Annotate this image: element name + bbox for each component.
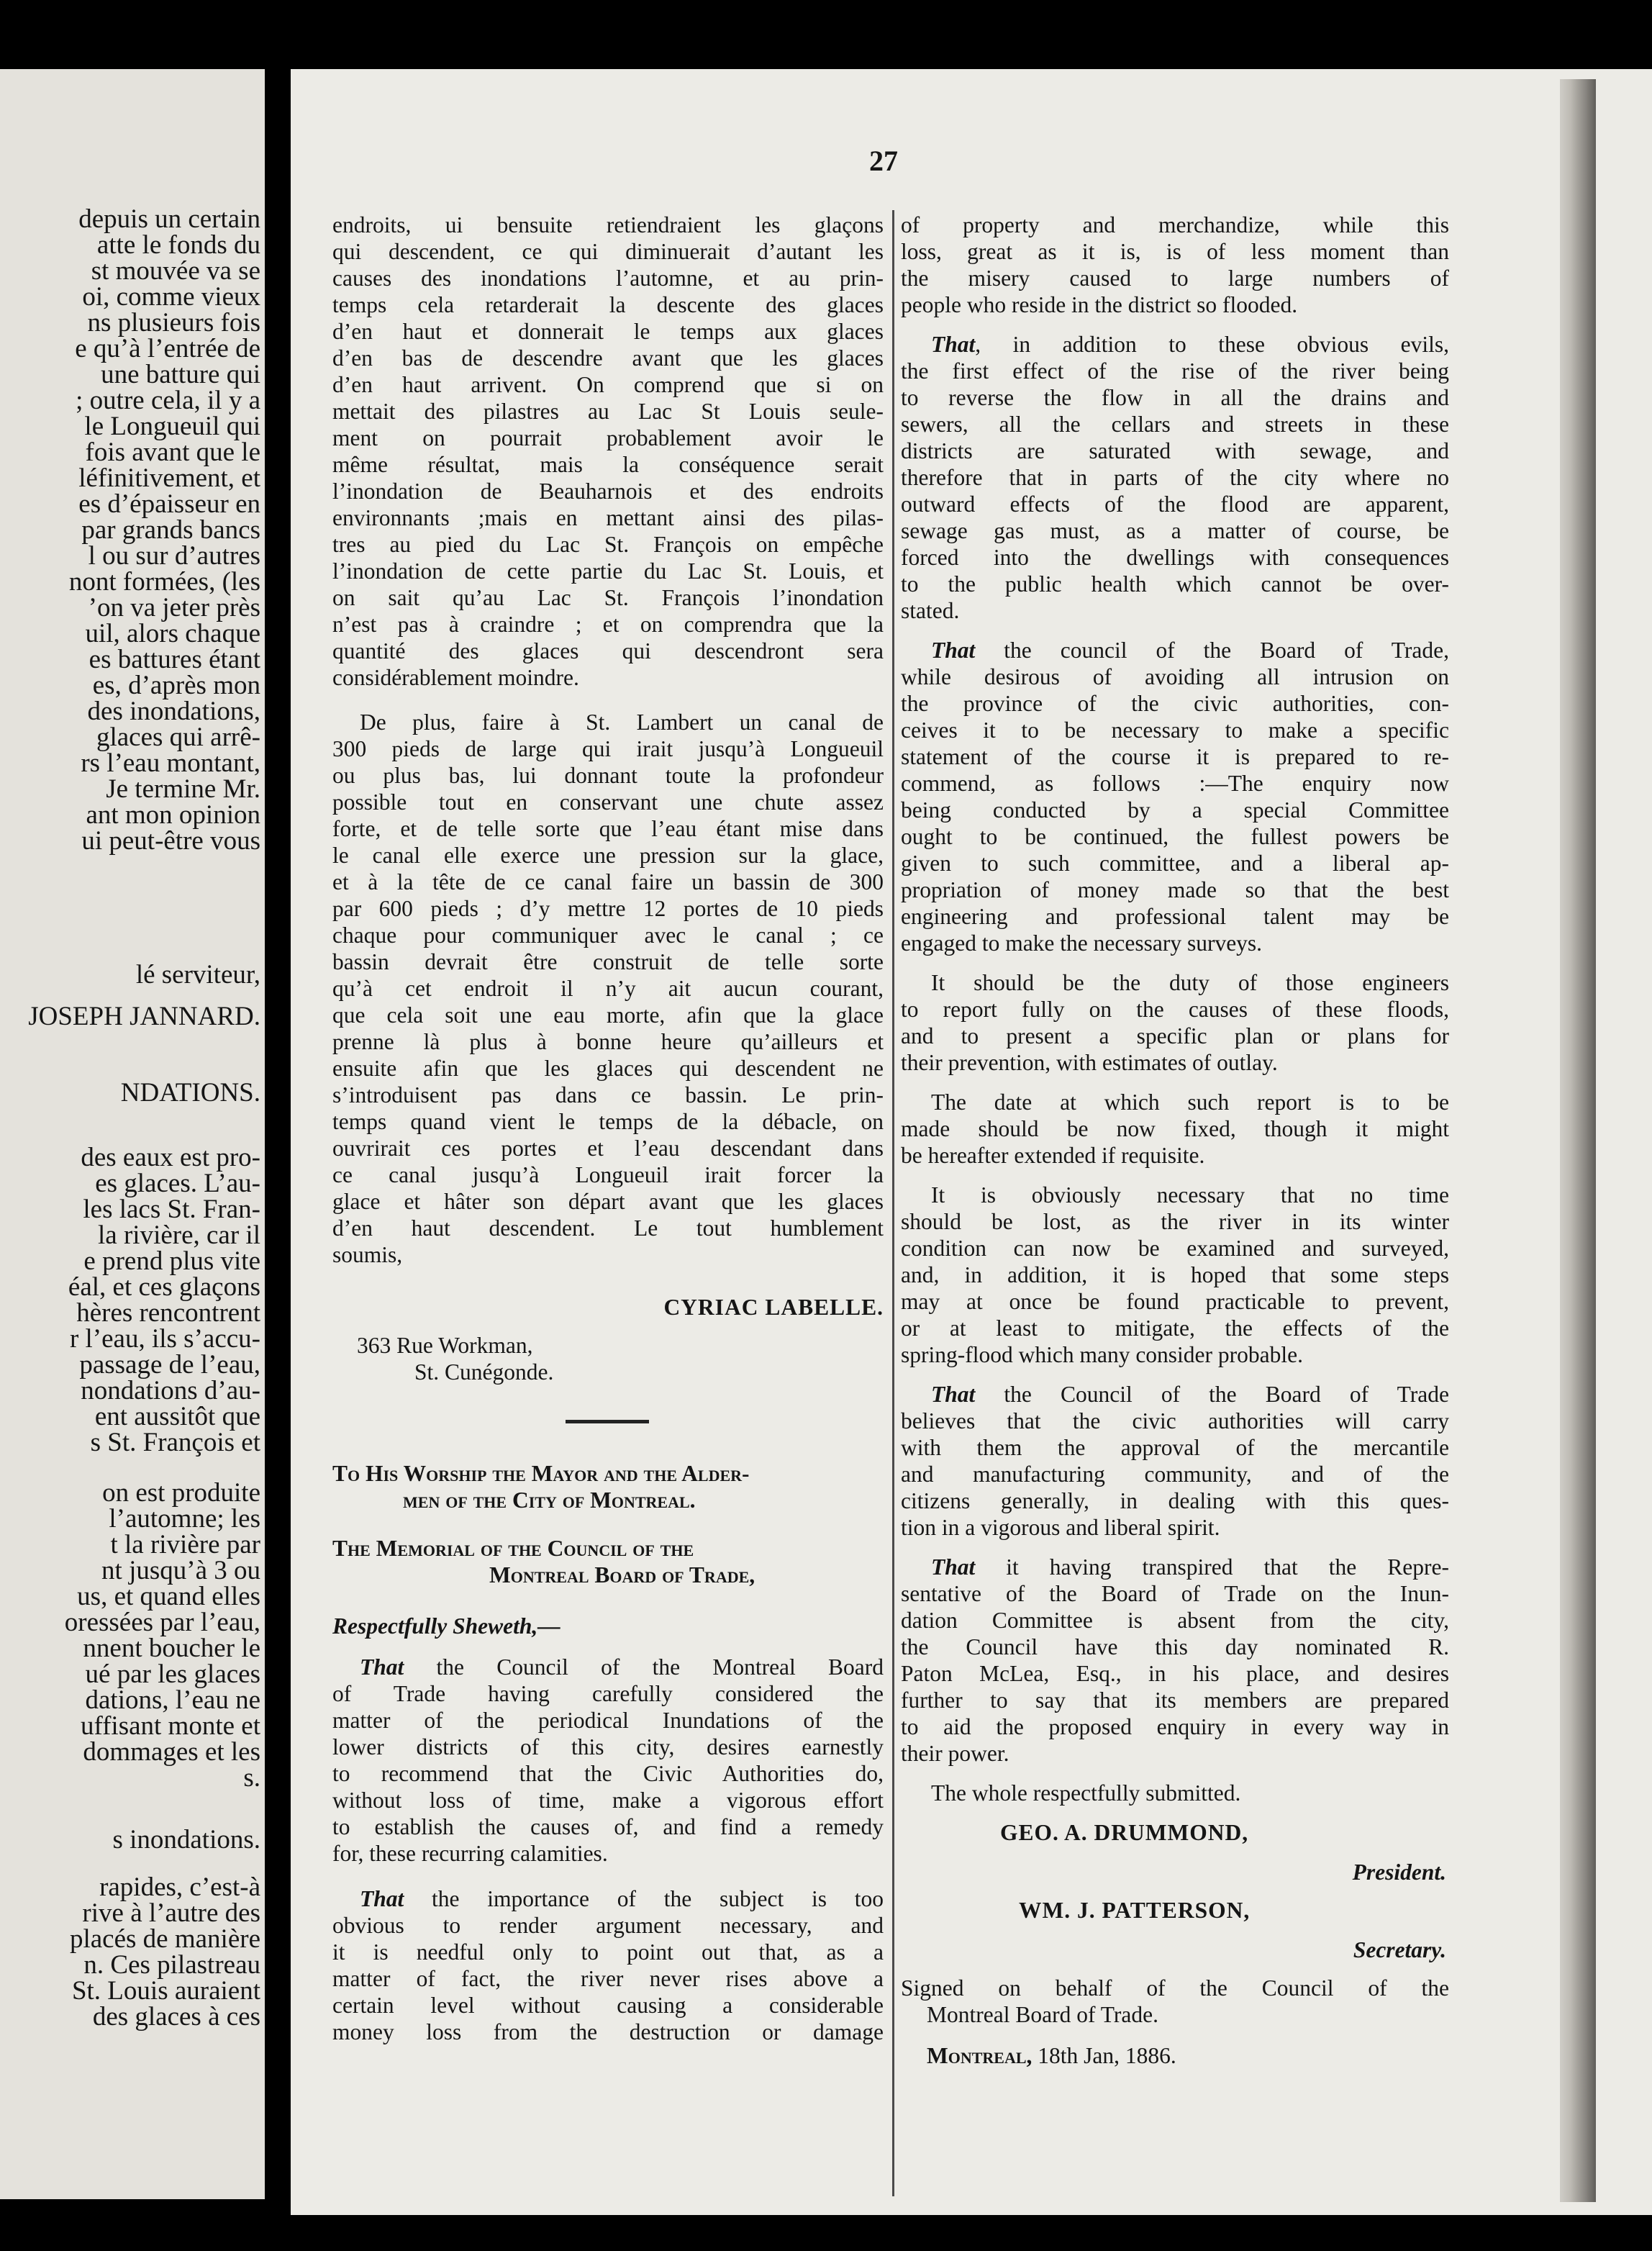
text-line: loss, great as it is, is of less moment than (901, 239, 1449, 264)
left-page-line: t la rivière par (110, 1530, 260, 1559)
left-page-line: léfinitivement, et (78, 463, 260, 493)
text-line: their prevention, with estimates of outlay. (901, 1050, 1278, 1075)
text-line: to recommend that the Civic Authorities do, (332, 1761, 884, 1786)
text-line: matter of the periodical Inundations of the (332, 1708, 884, 1733)
text-line: be hereafter extended if requisite. (901, 1143, 1205, 1168)
text-line: certain level without causing a considerable (332, 1993, 884, 2018)
text-line: bassin devrait être construit de telle sorte (332, 949, 884, 974)
text-line (931, 1381, 1449, 1408)
text-line: chaque pour communiquer avec le canal ; ce (332, 923, 884, 948)
left-page-line: atte le fonds du (96, 230, 260, 260)
text-line: the Council have this day nominated R. (901, 1634, 1449, 1659)
left-page-line: placés de manière (69, 1924, 260, 1954)
left-page-line: des inondations, (87, 697, 260, 726)
text-line: sewers, all the cellars and streets in these (901, 412, 1449, 437)
left-page-line: e prend plus vite (83, 1246, 260, 1276)
left-page-line: uffisant monte et (80, 1711, 260, 1741)
text-line (931, 331, 1449, 358)
left-page-line: JOSEPH JANNARD. (28, 1002, 260, 1031)
text-line: d’en haut arrivent. On comprend que si on (332, 372, 884, 397)
paragraph-first-line (360, 1885, 884, 1912)
paragraph-text: the Council of the Board of Trade (975, 1382, 1449, 1407)
left-page-line: oressées par l’eau, (64, 1608, 260, 1637)
text-line: ouvrirait ces portes et l’eau descendant dans (332, 1136, 884, 1161)
left-page-line: nont formées, (les (68, 567, 260, 597)
memorial-heading: The Memorial of the Council of the (332, 1536, 694, 1561)
text-line: n’est pas à craindre ; et on comprendra que la (332, 612, 884, 637)
signer-title: President. (1352, 1860, 1446, 1885)
column-rule (892, 210, 894, 2196)
left-page-line: l’automne; les (109, 1504, 260, 1534)
left-page-line: n. Ces pilastreau (83, 1950, 260, 1980)
text-line (931, 1554, 1449, 1580)
text-line: people who reside in the district so flooded. (901, 292, 1298, 317)
text-line: given to such committee, and a liberal ap- (901, 851, 1449, 876)
paragraph-lead: That (931, 1554, 976, 1580)
text-line: the province of the civic authorities, con- (901, 691, 1449, 716)
text-line: même résultat, mais la conséquence serait (332, 452, 884, 477)
text-line: and, in addition, it is hoped that some steps (901, 1262, 1449, 1287)
paragraph-text: the importance of the subject is too (404, 1886, 884, 1911)
left-page-line: rive à l’autre des (82, 1898, 260, 1928)
text-line: statement of the course it is prepared to re- (901, 744, 1449, 769)
left-page-line: rs l’eau montant, (81, 748, 260, 778)
text-line: environnants ;mais en mettant ainsi des pilas- (332, 505, 884, 530)
left-page-line: es, d’après mon (92, 671, 260, 700)
text-line: Paton McLea, Esq., in his place, and desires (901, 1661, 1449, 1686)
left-page-line: ant mon opinion (86, 800, 260, 830)
text-line: The whole respectfully submitted. (931, 1780, 1241, 1806)
text-line: dation Committee is absent from the city, (901, 1608, 1449, 1633)
text-line: endroits, ui bensuite retiendraient les glaçons (332, 212, 884, 237)
text-line: d’en haut et donnerait le temps aux glaces (332, 319, 884, 344)
text-line: made should be now fixed, though it might (901, 1116, 1449, 1141)
left-page-line: glaces qui arrê- (96, 723, 260, 752)
text-line: on sait qu’au Lac St. François l’inondation (332, 585, 884, 610)
address-line: 363 Rue Workman, (357, 1333, 533, 1358)
text-line: que cela soit une eau morte, afin que la glace (332, 1002, 884, 1028)
left-page-line: par grands bancs (81, 515, 260, 545)
paragraph-first-line (360, 1654, 884, 1680)
text-line: it is needful only to point out that, as a (332, 1939, 884, 1965)
text-line: of Trade having carefully considered the (332, 1681, 884, 1706)
text-line: spring-flood which many consider probable. (901, 1342, 1303, 1367)
text-line: The date at which such report is to be (931, 1090, 1449, 1115)
date-text: 18th Jan, 1886. (1032, 2043, 1176, 2068)
text-line: soumis, (332, 1242, 403, 1267)
left-page-line: rapides, c’est-à (99, 1872, 260, 1902)
text-line: stated. (901, 598, 960, 623)
left-page-line: r l’eau, ils s’accu- (69, 1324, 260, 1354)
text-line: further to say that its members are prepared (901, 1688, 1449, 1713)
text-line: their power. (901, 1741, 1009, 1766)
text-line: De plus, faire à St. Lambert un canal de (360, 710, 884, 735)
text-line: ce canal jusqu’à Longueuil irait forcer la (332, 1162, 884, 1187)
date-line (927, 2042, 1176, 2069)
left-page-line: nnent boucher le (83, 1634, 260, 1663)
left-page-line: lé serviteur, (135, 960, 260, 989)
left-page-fragment (0, 69, 265, 2199)
text-line: districts are saturated with sewage, and (901, 438, 1449, 463)
text-line: lower districts of this city, desires earnestly (332, 1734, 884, 1759)
left-page-line: Je termine Mr. (106, 774, 260, 804)
section-divider (566, 1420, 649, 1423)
text-line: without loss of time, make a vigorous effort (332, 1788, 884, 1813)
text-line: and manufacturing community, and of the (901, 1462, 1449, 1487)
text-line: l’inondation de cette partie du Lac St. Louis, et (332, 558, 884, 584)
text-line: causes des inondations l’automne, et au prin- (332, 266, 884, 291)
text-line: the first effect of the rise of the river being (901, 358, 1449, 384)
left-page-line: des eaux est pro- (81, 1143, 260, 1172)
signer-name: WM. J. PATTERSON, (1019, 1898, 1251, 1923)
text-line: forced into the dwellings with consequences (901, 545, 1449, 570)
text-line (931, 637, 1449, 663)
signature-labelle: CYRIAC LABELLE. (663, 1295, 884, 1320)
signed-note: Signed on behalf of the Council of the (901, 1975, 1449, 2001)
signed-note: Montreal Board of Trade. (927, 2002, 1158, 2027)
left-page-line: es d’épaisseur en (78, 489, 260, 519)
left-page-line: ns plusieurs fois (87, 308, 260, 338)
text-line: glace et hâter son départ avant que les glaces (332, 1189, 884, 1214)
left-page-line: st mouvée va se (91, 256, 260, 286)
text-line: outward effects of the flood are apparent, (901, 492, 1449, 517)
paragraph-lead: That (360, 1654, 404, 1680)
left-page-line: St. Louis auraient (71, 1976, 260, 2006)
left-page-line: nondations d’au- (81, 1376, 260, 1405)
left-page-line: es battures étant (88, 645, 260, 674)
text-line: for, these recurring calamities. (332, 1841, 608, 1866)
text-line: ou plus bas, lui donnant toute la profondeur (332, 763, 884, 788)
text-line: of property and merchandize, while this (901, 212, 1449, 237)
text-line: matter of fact, the river never rises above a (332, 1966, 884, 1991)
text-line: engineering and professional talent may be (901, 904, 1449, 929)
text-line: obvious to render argument necessary, and (332, 1913, 884, 1938)
salutation: Respectfully Sheweth,— (332, 1613, 560, 1639)
text-line: 300 pieds de large qui irait jusqu’à Longueuil (332, 736, 884, 761)
signer-name: GEO. A. DRUMMOND, (1000, 1820, 1249, 1845)
text-line: propriation of money made so that the best (901, 877, 1449, 902)
paragraph-text: it having transpired that the Repre- (975, 1554, 1449, 1580)
text-line: considérablement moindre. (332, 665, 579, 690)
text-line: being conducted by a special Committee (901, 797, 1449, 823)
paragraph-lead: That (931, 332, 976, 357)
left-page-line: les lacs St. Fran- (83, 1195, 260, 1224)
left-page-line: s St. François et (90, 1428, 260, 1457)
left-page-line: le Longueuil qui (84, 412, 260, 441)
text-line: to the public health which cannot be over- (901, 571, 1449, 597)
left-page-line: depuis un certain (78, 204, 260, 234)
text-line: tres au pied du Lac St. François on empêche (332, 532, 884, 557)
text-line: believes that the civic authorities will carry (901, 1408, 1449, 1434)
text-line: therefore that in parts of the city where no (901, 465, 1449, 490)
text-line: quantité des glaces qui descendront sera (332, 638, 884, 663)
left-page-line: us, et quand elles (77, 1582, 260, 1611)
text-line: should be lost, as the river in its winter (901, 1209, 1449, 1234)
address-line: St. Cunégonde. (414, 1359, 554, 1385)
paragraph-text: the council of the Board of Trade, (975, 638, 1449, 663)
text-line: ought to be continued, the fullest powers be (901, 824, 1449, 849)
text-line: l’inondation de Beauharnois et des endroits (332, 479, 884, 504)
text-line: while desirous of avoiding all intrusion on (901, 664, 1449, 689)
left-page-line: s inondations. (112, 1825, 260, 1854)
paragraph-text: the Council of the Montreal Board (404, 1654, 884, 1680)
left-page-line: ui peut-être vous (81, 826, 260, 856)
text-line: to report fully on the causes of these floods, (901, 997, 1449, 1022)
text-line: possible tout en conservant une chute assez (332, 789, 884, 815)
text-line: ment on pourrait probablement avoir le (332, 425, 884, 450)
text-line: qui descendent, ce qui diminuerait d’autant les (332, 239, 884, 264)
left-page-line: fois avant que le (85, 438, 260, 467)
text-line: condition can now be examined and surveyed, (901, 1236, 1449, 1261)
text-line: It should be the duty of those engineers (931, 970, 1449, 995)
address-heading: men of the City of Montreal. (403, 1487, 696, 1513)
left-page-line: nt jusqu’à 3 ou (101, 1556, 260, 1585)
left-page-line: ; outre cela, il y a (76, 386, 260, 415)
text-line: d’en haut descendent. Le tout humblement (332, 1215, 884, 1241)
text-line: to establish the causes of, and find a remedy (332, 1814, 884, 1839)
text-line: forte, et de telle sorte que l’eau étant mise dans (332, 816, 884, 841)
page-edge-shadow (1560, 79, 1596, 2202)
text-line: It is obviously necessary that no time (931, 1182, 1449, 1208)
left-page-line: ’on va jeter près (88, 593, 260, 622)
left-page-line: éal, et ces glaçons (68, 1272, 260, 1302)
left-page-line: passage de l’eau, (79, 1350, 260, 1380)
text-line: money loss from the destruction or damage (332, 2019, 884, 2044)
left-page-line: des glaces à ces (92, 2002, 260, 2032)
left-page-line: uil, alors chaque (85, 619, 260, 648)
text-line: citizens generally, in dealing with this ques- (901, 1488, 1449, 1513)
left-page-line: e qu’à l’entrée de (75, 334, 260, 363)
text-line: sentative of the Board of Trade on the Inun- (901, 1581, 1449, 1606)
left-page-line: NDATIONS. (120, 1078, 260, 1108)
text-line: engaged to make the necessary surveys. (901, 930, 1263, 956)
text-line: s’introduisent pas dans ce bassin. Le prin- (332, 1082, 884, 1108)
text-line: d’en bas de descendre avant que les glaces (332, 345, 884, 371)
left-page-line: es glaces. L’au- (95, 1169, 260, 1198)
text-line: mettait des pilastres au Lac St Louis seule- (332, 399, 884, 424)
text-line: ceives it to be necessary to make a specific (901, 717, 1449, 743)
left-page-line: dommages et les (83, 1737, 260, 1767)
text-line: and to present a specific plan or plans for (901, 1023, 1449, 1048)
text-line: to reverse the flow in all the drains and (901, 385, 1449, 410)
paragraph-lead: That (931, 1382, 976, 1407)
left-page-line: la rivière, car il (98, 1220, 260, 1250)
text-line: to aid the proposed enquiry in every way in (901, 1714, 1449, 1739)
text-line: with them the approval of the mercantile (901, 1435, 1449, 1460)
page-number: 27 (869, 145, 898, 177)
text-line: commend, as follows :—The enquiry now (901, 771, 1449, 796)
left-page-line: hères rencontrent (76, 1298, 260, 1328)
left-page-line: s. (243, 1763, 260, 1793)
text-line: sewage gas must, as a matter of course, be (901, 518, 1449, 543)
date-place: Montreal, (927, 2043, 1032, 2068)
text-line: or at least to mitigate, the effects of the (901, 1315, 1449, 1341)
left-page-line: une batture qui (101, 360, 260, 389)
text-line: the misery caused to large numbers of (901, 266, 1449, 291)
address-heading: To His Worship the Mayor and the Alder- (332, 1461, 750, 1486)
signer-title: Secretary. (1353, 1937, 1446, 1962)
text-line: may at once be found practicable to prevent, (901, 1289, 1449, 1314)
text-line: temps cela retarderait la descente des glaces (332, 292, 884, 317)
text-line: et à la tête de ce canal faire un bassin de 300 (332, 869, 884, 894)
left-page-line: l ou sur d’autres (88, 541, 260, 571)
text-line: tion in a vigorous and liberal spirit. (901, 1515, 1220, 1540)
left-page-line: oi, comme vieux (82, 282, 260, 312)
text-line: qu’à cet endroit il n’y ait aucun courant, (332, 976, 884, 1001)
paragraph-lead: That (360, 1886, 404, 1911)
paragraph-text: , in addition to these obvious evils, (975, 332, 1449, 357)
text-line: prenne là plus à bonne heure qu’ailleurs et (332, 1029, 884, 1054)
text-line: temps quand vient le temps de la débacle, on (332, 1109, 884, 1134)
paragraph-lead: That (931, 638, 976, 663)
text-line: le canal elle exerce une pression sur la glace, (332, 843, 884, 868)
memorial-heading: Montreal Board of Trade, (489, 1562, 755, 1588)
text-line: ensuite afin que les glaces qui descendent ne (332, 1056, 884, 1081)
text-line: par 600 pieds ; d’y mettre 12 portes de 10 pieds (332, 896, 884, 921)
left-page-line: on est produite (102, 1478, 260, 1508)
left-page-line: ué par les glaces (85, 1659, 260, 1689)
left-page-line: ent aussitôt que (94, 1402, 260, 1431)
left-page-line: dations, l’eau ne (85, 1685, 260, 1715)
